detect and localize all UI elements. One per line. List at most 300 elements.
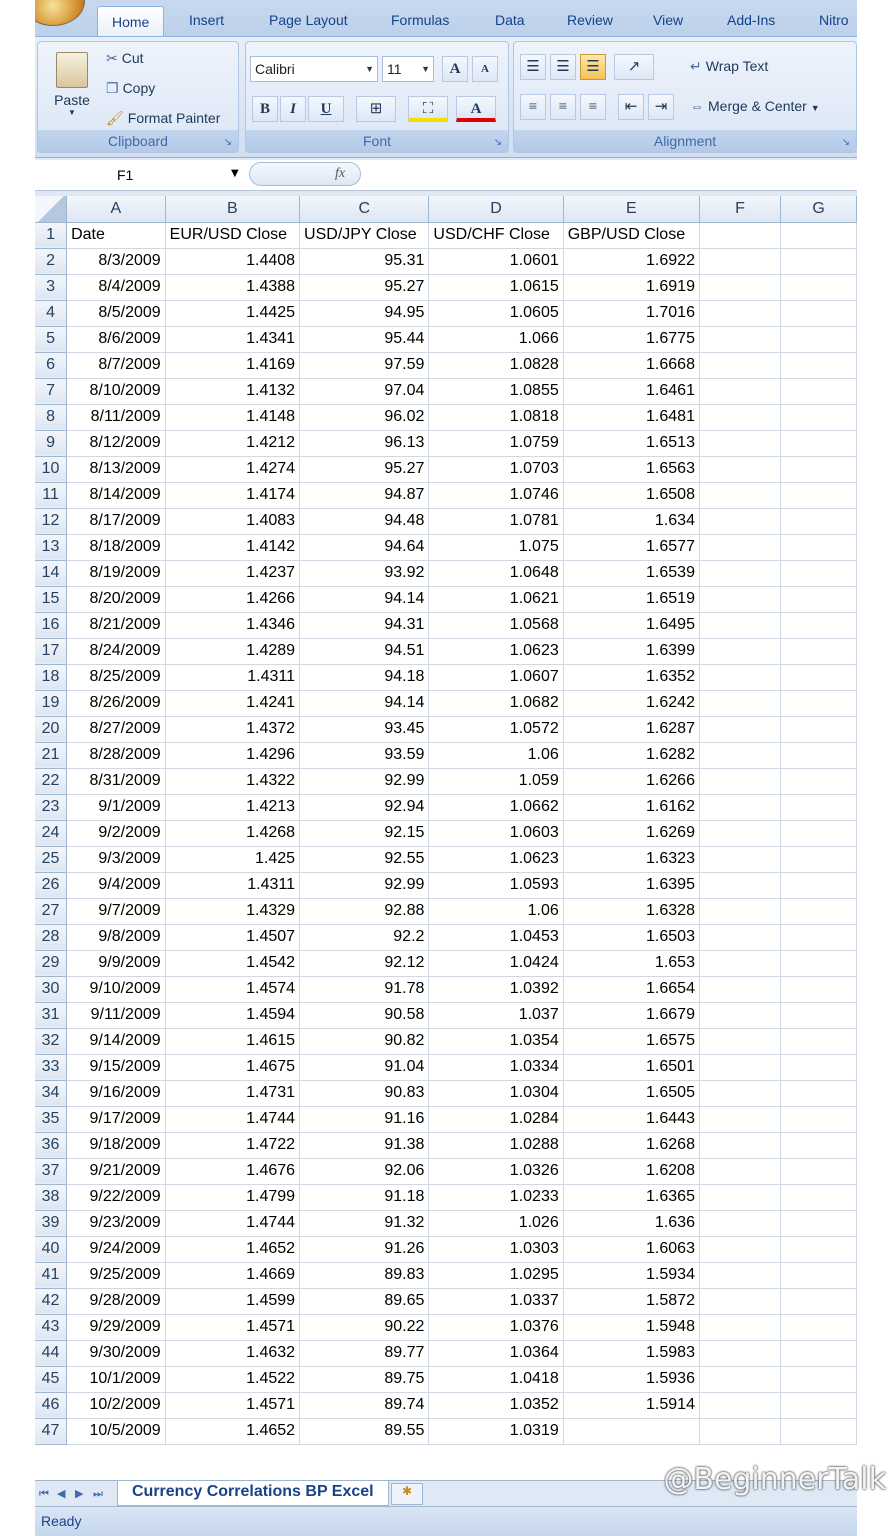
cell[interactable]: 1.0623	[429, 638, 563, 664]
align-bottom-button[interactable]	[580, 54, 606, 80]
cell[interactable]: 1.6495	[563, 612, 699, 638]
cell[interactable]: 1.5872	[563, 1288, 699, 1314]
cell[interactable]: 1.6266	[563, 768, 699, 794]
cell[interactable]: 8/6/2009	[67, 326, 166, 352]
cell[interactable]	[699, 1340, 780, 1366]
cell[interactable]	[699, 794, 780, 820]
row-header[interactable]: 38	[35, 1184, 67, 1210]
cell[interactable]	[699, 1002, 780, 1028]
tab-nitro[interactable]: Nitro	[819, 12, 849, 28]
cell[interactable]: 1.4296	[165, 742, 299, 768]
cell[interactable]: 1.4329	[165, 898, 299, 924]
cell[interactable]	[781, 1210, 857, 1236]
cell[interactable]: 92.12	[300, 950, 429, 976]
tab-add-ins[interactable]: Add-Ins	[727, 12, 776, 28]
cell[interactable]: 1.4237	[165, 560, 299, 586]
cell[interactable]	[781, 846, 857, 872]
cell[interactable]: 91.78	[300, 976, 429, 1002]
cell[interactable]: 1.6539	[563, 560, 699, 586]
cell[interactable]	[699, 638, 780, 664]
cell[interactable]: 1.4669	[165, 1262, 299, 1288]
cell[interactable]: 91.38	[300, 1132, 429, 1158]
cell[interactable]	[781, 456, 857, 482]
cell[interactable]: 1.0828	[429, 352, 563, 378]
cell[interactable]: 94.64	[300, 534, 429, 560]
cell[interactable]	[781, 430, 857, 456]
cell[interactable]: 1.4425	[165, 300, 299, 326]
cell[interactable]: 9/29/2009	[67, 1314, 166, 1340]
cell[interactable]: 1.5914	[563, 1392, 699, 1418]
cell[interactable]: 1.4388	[165, 274, 299, 300]
cell[interactable]: 1.4341	[165, 326, 299, 352]
row-header[interactable]: 32	[35, 1028, 67, 1054]
cell[interactable]: 91.32	[300, 1210, 429, 1236]
cell[interactable]	[781, 716, 857, 742]
cell[interactable]: 8/14/2009	[67, 482, 166, 508]
header-cell[interactable]: Date	[67, 222, 166, 248]
cell[interactable]	[781, 1340, 857, 1366]
cell[interactable]: 1.0855	[429, 378, 563, 404]
insert-sheet-icon[interactable]: ✱	[391, 1483, 423, 1505]
column-header-a[interactable]: A	[67, 196, 166, 222]
row-header[interactable]: 36	[35, 1132, 67, 1158]
column-header-c[interactable]: C	[300, 196, 429, 222]
row-header[interactable]: 15	[35, 586, 67, 612]
cell[interactable]: 1.6679	[563, 1002, 699, 1028]
cell[interactable]: 1.4744	[165, 1106, 299, 1132]
cell[interactable]: 1.4522	[165, 1366, 299, 1392]
cell[interactable]	[781, 1392, 857, 1418]
cell[interactable]: 92.99	[300, 872, 429, 898]
cell[interactable]	[781, 950, 857, 976]
cell[interactable]	[699, 378, 780, 404]
cell[interactable]	[699, 846, 780, 872]
cell[interactable]: 8/21/2009	[67, 612, 166, 638]
cell[interactable]: 9/1/2009	[67, 794, 166, 820]
cell[interactable]: 1.0354	[429, 1028, 563, 1054]
first-sheet-icon[interactable]: ⏮	[39, 1487, 49, 1500]
underline-button[interactable]	[308, 96, 344, 122]
cell[interactable]: 9/24/2009	[67, 1236, 166, 1262]
row-header[interactable]: 7	[35, 378, 67, 404]
row-header[interactable]: 20	[35, 716, 67, 742]
cell[interactable]: 9/23/2009	[67, 1210, 166, 1236]
cell[interactable]: 1.4132	[165, 378, 299, 404]
row-header[interactable]: 10	[35, 456, 67, 482]
cell[interactable]: 9/17/2009	[67, 1106, 166, 1132]
cell[interactable]: 1.4615	[165, 1028, 299, 1054]
cell[interactable]: 1.0288	[429, 1132, 563, 1158]
worksheet-grid[interactable]	[35, 196, 857, 1480]
cell[interactable]	[781, 508, 857, 534]
cell[interactable]	[699, 1366, 780, 1392]
cell[interactable]: 92.88	[300, 898, 429, 924]
cell[interactable]: 1.6461	[563, 378, 699, 404]
cell[interactable]: 1.6162	[563, 794, 699, 820]
cell[interactable]	[781, 898, 857, 924]
cell[interactable]	[699, 768, 780, 794]
cell[interactable]: 1.0424	[429, 950, 563, 976]
cell[interactable]	[699, 508, 780, 534]
cell[interactable]	[699, 924, 780, 950]
cell[interactable]: 1.06	[429, 742, 563, 768]
cell[interactable]	[781, 976, 857, 1002]
row-header[interactable]: 17	[35, 638, 67, 664]
cell[interactable]: 1.6481	[563, 404, 699, 430]
cell[interactable]: 1.6063	[563, 1236, 699, 1262]
row-header[interactable]: 47	[35, 1418, 67, 1444]
cell[interactable]: 92.06	[300, 1158, 429, 1184]
cell[interactable]: 1.5936	[563, 1366, 699, 1392]
align-top-button[interactable]	[520, 54, 546, 80]
row-header[interactable]: 1	[35, 222, 67, 248]
cell[interactable]	[781, 872, 857, 898]
row-header[interactable]: 8	[35, 404, 67, 430]
cell[interactable]	[781, 638, 857, 664]
paste-button[interactable]	[46, 52, 98, 117]
cell[interactable]: 9/7/2009	[67, 898, 166, 924]
cell[interactable]	[781, 1314, 857, 1340]
cell[interactable]	[699, 1028, 780, 1054]
decrease-indent-button[interactable]	[618, 94, 644, 120]
cell[interactable]: 9/11/2009	[67, 1002, 166, 1028]
cell[interactable]: 1.4266	[165, 586, 299, 612]
cell[interactable]	[781, 1028, 857, 1054]
cell[interactable]: 1.6395	[563, 872, 699, 898]
cell[interactable]	[699, 1392, 780, 1418]
cell[interactable]	[781, 404, 857, 430]
cell[interactable]: 8/10/2009	[67, 378, 166, 404]
row-header[interactable]: 41	[35, 1262, 67, 1288]
cell[interactable]: 1.6365	[563, 1184, 699, 1210]
cell[interactable]	[699, 1288, 780, 1314]
cell[interactable]: 1.6575	[563, 1028, 699, 1054]
cell[interactable]: 92.99	[300, 768, 429, 794]
cell[interactable]: 94.18	[300, 664, 429, 690]
cell[interactable]: 1.0337	[429, 1288, 563, 1314]
cell[interactable]: 1.0334	[429, 1054, 563, 1080]
cell[interactable]	[781, 1002, 857, 1028]
cell[interactable]	[781, 742, 857, 768]
cell[interactable]	[781, 274, 857, 300]
cell[interactable]: 1.4174	[165, 482, 299, 508]
cell[interactable]	[699, 1210, 780, 1236]
cell[interactable]	[699, 1106, 780, 1132]
header-cell[interactable]: USD/CHF Close	[429, 222, 563, 248]
cell[interactable]: 1.0603	[429, 820, 563, 846]
cell[interactable]: 1.6513	[563, 430, 699, 456]
tab-view[interactable]: View	[653, 12, 684, 28]
cell[interactable]: 1.0615	[429, 274, 563, 300]
cell[interactable]	[781, 924, 857, 950]
cell[interactable]: 1.0593	[429, 872, 563, 898]
cell[interactable]	[781, 820, 857, 846]
cell[interactable]: 1.075	[429, 534, 563, 560]
cell[interactable]: 92.2	[300, 924, 429, 950]
row-header[interactable]: 14	[35, 560, 67, 586]
cell[interactable]: 1.4213	[165, 794, 299, 820]
cell[interactable]	[781, 768, 857, 794]
cell[interactable]: 1.6287	[563, 716, 699, 742]
cell[interactable]: 8/20/2009	[67, 586, 166, 612]
row-header[interactable]: 12	[35, 508, 67, 534]
cell[interactable]: 1.4311	[165, 872, 299, 898]
cell[interactable]	[699, 560, 780, 586]
tab-page-layout[interactable]: Page Layout	[269, 12, 348, 28]
cell[interactable]: 9/21/2009	[67, 1158, 166, 1184]
cell[interactable]: 90.22	[300, 1314, 429, 1340]
cell[interactable]	[699, 404, 780, 430]
fill-color-button[interactable]	[408, 96, 448, 122]
cell[interactable]	[781, 1080, 857, 1106]
cell[interactable]: 1.634	[563, 508, 699, 534]
cell[interactable]: 1.6208	[563, 1158, 699, 1184]
cell[interactable]	[781, 300, 857, 326]
cell[interactable]: 92.55	[300, 846, 429, 872]
wrap-text-button[interactable]	[690, 58, 768, 75]
select-all-corner[interactable]	[35, 196, 67, 222]
cell[interactable]: 9/16/2009	[67, 1080, 166, 1106]
column-header-g[interactable]: G	[781, 196, 857, 222]
cell[interactable]	[781, 534, 857, 560]
cell[interactable]: 1.4731	[165, 1080, 299, 1106]
cell[interactable]: 91.26	[300, 1236, 429, 1262]
cell[interactable]: 1.066	[429, 326, 563, 352]
cell[interactable]: 1.0781	[429, 508, 563, 534]
cell[interactable]: 1.6352	[563, 664, 699, 690]
cell[interactable]: 92.15	[300, 820, 429, 846]
cell[interactable]: 1.6269	[563, 820, 699, 846]
cell[interactable]: 1.6328	[563, 898, 699, 924]
cell[interactable]: 1.6922	[563, 248, 699, 274]
cell[interactable]	[699, 716, 780, 742]
grow-font-button[interactable]	[442, 56, 468, 82]
cell[interactable]: 1.0607	[429, 664, 563, 690]
align-center-button[interactable]	[550, 94, 576, 120]
header-cell[interactable]: USD/JPY Close	[300, 222, 429, 248]
cell[interactable]: 9/28/2009	[67, 1288, 166, 1314]
cell[interactable]: 96.13	[300, 430, 429, 456]
cell[interactable]: 1.4599	[165, 1288, 299, 1314]
cell[interactable]	[699, 1132, 780, 1158]
cell[interactable]	[699, 742, 780, 768]
cell[interactable]: 1.653	[563, 950, 699, 976]
cell[interactable]: 1.5948	[563, 1314, 699, 1340]
column-header-e[interactable]: E	[563, 196, 699, 222]
cell[interactable]: 9/15/2009	[67, 1054, 166, 1080]
cell[interactable]: 9/30/2009	[67, 1340, 166, 1366]
cell[interactable]	[699, 1158, 780, 1184]
cell[interactable]: 89.75	[300, 1366, 429, 1392]
cell[interactable]	[781, 1366, 857, 1392]
cell[interactable]: 1.6563	[563, 456, 699, 482]
header-cell[interactable]: GBP/USD Close	[563, 222, 699, 248]
cell[interactable]	[781, 482, 857, 508]
cell[interactable]: 8/3/2009	[67, 248, 166, 274]
cell[interactable]: 93.92	[300, 560, 429, 586]
cell[interactable]	[781, 664, 857, 690]
cell[interactable]: 1.4322	[165, 768, 299, 794]
cell[interactable]	[781, 690, 857, 716]
cell[interactable]: 1.0326	[429, 1158, 563, 1184]
cell[interactable]: 1.0418	[429, 1366, 563, 1392]
next-sheet-icon[interactable]: ▶	[75, 1487, 84, 1500]
cell[interactable]: 1.0648	[429, 560, 563, 586]
cell[interactable]	[699, 274, 780, 300]
cell[interactable]: 1.6775	[563, 326, 699, 352]
cell[interactable]: 9/14/2009	[67, 1028, 166, 1054]
cell[interactable]: 1.059	[429, 768, 563, 794]
cell[interactable]: 10/1/2009	[67, 1366, 166, 1392]
cell[interactable]: 8/4/2009	[67, 274, 166, 300]
cell[interactable]: 8/17/2009	[67, 508, 166, 534]
cell[interactable]: 1.4722	[165, 1132, 299, 1158]
cell[interactable]: 89.65	[300, 1288, 429, 1314]
cell[interactable]: 8/27/2009	[67, 716, 166, 742]
cell[interactable]: 1.0703	[429, 456, 563, 482]
cell[interactable]	[699, 1184, 780, 1210]
cell[interactable]	[699, 690, 780, 716]
cell[interactable]: 90.83	[300, 1080, 429, 1106]
cell[interactable]	[699, 976, 780, 1002]
cell[interactable]	[699, 586, 780, 612]
cell[interactable]	[699, 326, 780, 352]
cell[interactable]	[699, 248, 780, 274]
cell[interactable]	[781, 560, 857, 586]
cell[interactable]: 8/11/2009	[67, 404, 166, 430]
row-header[interactable]: 9	[35, 430, 67, 456]
cell[interactable]	[781, 1288, 857, 1314]
cell[interactable]: 94.95	[300, 300, 429, 326]
cell[interactable]: 1.6501	[563, 1054, 699, 1080]
cell[interactable]	[699, 1418, 780, 1444]
cell[interactable]: 8/26/2009	[67, 690, 166, 716]
cell[interactable]: 1.0568	[429, 612, 563, 638]
cell[interactable]: 1.4148	[165, 404, 299, 430]
cell[interactable]: 1.6503	[563, 924, 699, 950]
cell[interactable]	[699, 1262, 780, 1288]
cell[interactable]: 1.4142	[165, 534, 299, 560]
column-header-b[interactable]: B	[165, 196, 299, 222]
cell[interactable]: 94.51	[300, 638, 429, 664]
cell[interactable]	[699, 950, 780, 976]
cell[interactable]: 1.0284	[429, 1106, 563, 1132]
cell[interactable]: 1.4744	[165, 1210, 299, 1236]
header-cell[interactable]: EUR/USD Close	[165, 222, 299, 248]
cell[interactable]	[699, 820, 780, 846]
cell[interactable]: 1.4372	[165, 716, 299, 742]
cell[interactable]	[699, 352, 780, 378]
cell[interactable]	[699, 300, 780, 326]
align-left-button[interactable]	[520, 94, 546, 120]
cell[interactable]: 10/2/2009	[67, 1392, 166, 1418]
cell[interactable]: 1.4274	[165, 456, 299, 482]
cell[interactable]	[781, 378, 857, 404]
cell[interactable]	[781, 586, 857, 612]
cell[interactable]	[781, 1132, 857, 1158]
cell[interactable]: 92.94	[300, 794, 429, 820]
row-header[interactable]: 16	[35, 612, 67, 638]
tab-review[interactable]: Review	[567, 12, 613, 28]
row-header[interactable]: 43	[35, 1314, 67, 1340]
cell[interactable]: 1.4652	[165, 1236, 299, 1262]
tab-home[interactable]: Home	[97, 6, 164, 36]
cell[interactable]: 94.31	[300, 612, 429, 638]
cell[interactable]	[699, 612, 780, 638]
row-header[interactable]: 30	[35, 976, 67, 1002]
cell[interactable]	[781, 1262, 857, 1288]
cell[interactable]: 94.14	[300, 690, 429, 716]
cell[interactable]: 1.6508	[563, 482, 699, 508]
row-header[interactable]: 21	[35, 742, 67, 768]
format-painter-button[interactable]	[106, 110, 220, 127]
cell[interactable]: 1.6919	[563, 274, 699, 300]
cell[interactable]	[699, 456, 780, 482]
cell[interactable]	[563, 1418, 699, 1444]
cell[interactable]: 1.0818	[429, 404, 563, 430]
cell[interactable]: 1.4594	[165, 1002, 299, 1028]
cell[interactable]: 95.27	[300, 274, 429, 300]
cell[interactable]: 1.0352	[429, 1392, 563, 1418]
cell[interactable]: 1.6268	[563, 1132, 699, 1158]
cell[interactable]: 1.6654	[563, 976, 699, 1002]
row-header[interactable]: 44	[35, 1340, 67, 1366]
insert-function-button[interactable]: fx	[335, 166, 346, 181]
cell[interactable]: 1.4571	[165, 1392, 299, 1418]
font-color-button[interactable]	[456, 96, 496, 122]
cell[interactable]	[781, 1184, 857, 1210]
font-name-combo[interactable]	[250, 56, 378, 82]
cell[interactable]: 1.6242	[563, 690, 699, 716]
cell[interactable]	[699, 482, 780, 508]
cell[interactable]: 1.026	[429, 1210, 563, 1236]
alignment-launcher-icon[interactable]: ↘	[841, 137, 850, 148]
cell[interactable]: 1.0572	[429, 716, 563, 742]
cell[interactable]: 1.0233	[429, 1184, 563, 1210]
prev-sheet-icon[interactable]: ◀	[57, 1487, 66, 1500]
row-header[interactable]: 25	[35, 846, 67, 872]
cell[interactable]: 94.87	[300, 482, 429, 508]
sheet-tab-active[interactable]: Currency Correlations BP Excel	[117, 1481, 389, 1506]
cell[interactable]: 8/18/2009	[67, 534, 166, 560]
office-button[interactable]	[35, 0, 85, 26]
cell[interactable]: 1.0376	[429, 1314, 563, 1340]
cell[interactable]	[699, 1236, 780, 1262]
cell[interactable]	[781, 794, 857, 820]
cell[interactable]: 93.59	[300, 742, 429, 768]
row-header[interactable]: 11	[35, 482, 67, 508]
cell[interactable]	[781, 352, 857, 378]
row-header[interactable]: 19	[35, 690, 67, 716]
cell[interactable]: 1.0364	[429, 1340, 563, 1366]
cell[interactable]: 1.6505	[563, 1080, 699, 1106]
align-middle-button[interactable]	[550, 54, 576, 80]
copy-button[interactable]	[106, 80, 155, 97]
row-header[interactable]: 3	[35, 274, 67, 300]
cell[interactable]: 1.4268	[165, 820, 299, 846]
column-header-f[interactable]: F	[699, 196, 780, 222]
cell[interactable]: 1.0682	[429, 690, 563, 716]
row-header[interactable]: 39	[35, 1210, 67, 1236]
cell[interactable]: 8/24/2009	[67, 638, 166, 664]
row-header[interactable]: 35	[35, 1106, 67, 1132]
row-header[interactable]: 31	[35, 1002, 67, 1028]
cell[interactable]: 1.6399	[563, 638, 699, 664]
row-header[interactable]: 23	[35, 794, 67, 820]
tab-formulas[interactable]: Formulas	[391, 12, 450, 28]
cell[interactable]: 1.5983	[563, 1340, 699, 1366]
cell[interactable]	[781, 1418, 857, 1444]
